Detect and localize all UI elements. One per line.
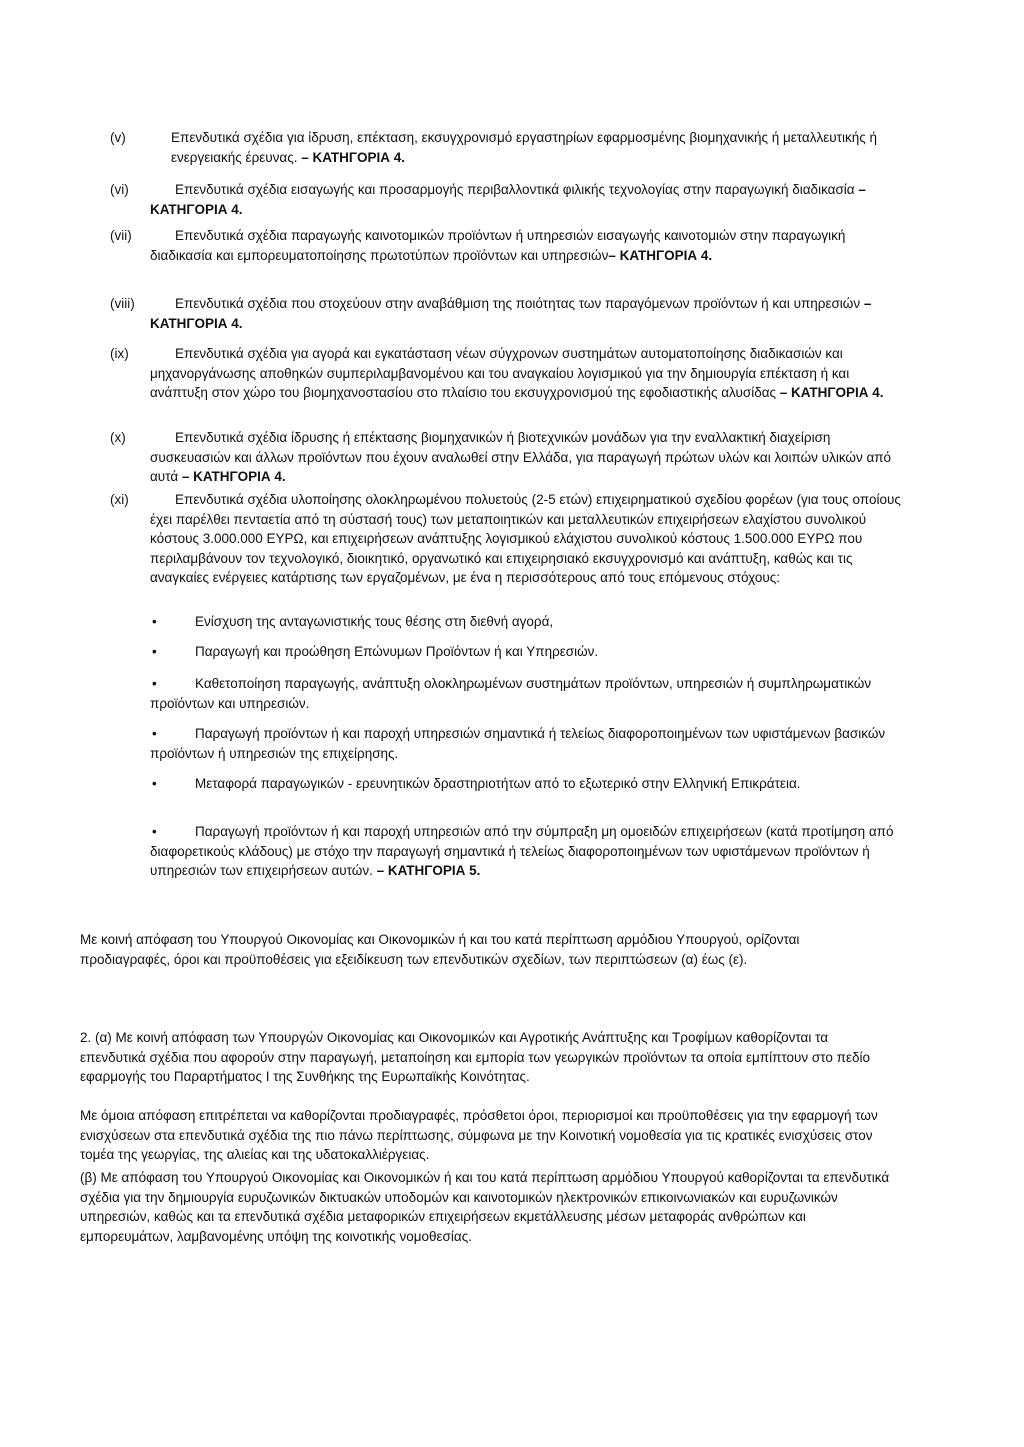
item-number: (ix) <box>110 346 129 361</box>
category-label: – ΚΑΤΗΓΟΡΙΑ 4. <box>301 149 405 165</box>
item-description: Επενδυτικά σχέδια υλοποίησης ολοκληρωμένου πολυετούς (2-5 ετών) επιχειρηματικού σχεδίου φορέων (για τους οποίους έχει παρέλθει πενταετία από τη σύστασή τους) των μεταποιητικών και μεταλλευτικών επιχειρήσεων ελαχίστου συνολικού κόστους 3.000.000 ΕΥΡΩ, και επιχειρήσεων ανάπτυξης λογισμικού ελάχιστου συνολικού κόστους 1.500.000 ΕΥΡΩ που περιλαμβάνουν τον τεχνολογικό, διοικητικό, οργανωτικό και επιχειρησιακό εκσυγχρονισμό και ανάπτυξη, καθώς και τις αναγκαίες ενέργειες κατάρτισης των εργαζομένων, με ένα η περισσότερους από τους επόμενους στόχους: <box>150 492 901 585</box>
bullet-description: Παραγωγή και προώθηση Επώνυμων Προϊόντων ή και Υπηρεσιών. <box>195 644 599 659</box>
paragraph: 2. (α) Με κοινή απόφαση των Υπουργών Οικονομίας και Οικονομικών και Αγροτικής Ανάπτυξης και Τροφίμων καθορίζονται τα επενδυτικά σχέδια που αφορούν στην παραγωγή, μεταποίηση και εμπορία των γεωργικών προϊόντων τα οποία εμπίπτουν στο πεδίο εφαρμογής του Παραρτήματος Ι της Συνθήκης της Ευρωπαϊκής Κοινότητας. <box>80 1030 871 1084</box>
bullet-description: Μεταφορά παραγωγικών - ερευνητικών δραστηριοτήτων από το εξωτερικό στην Ελληνική Επικράτεια. <box>195 776 801 791</box>
category-label: – ΚΑΤΗΓΟΡΙΑ 4. <box>779 385 884 400</box>
category-label: – ΚΑΤΗΓΟΡΙΑ 4. <box>181 469 286 484</box>
item-description: Επενδυτικά σχέδια για ίδρυση, επέκταση, εκσυγχρονισμό εργαστηρίων εφαρμοσμένης βιομηχανικής ή μεταλλευτικής ή ενεργειακής έρευνας. <box>171 130 877 165</box>
item-description: Επενδυτικά σχέδια που στοχεύουν στην αναβάθμιση της ποιότητας των παραγόμενων προϊόντων ή και υπηρεσιών <box>175 296 864 311</box>
bullet-text <box>150 774 910 794</box>
item-text <box>150 428 908 487</box>
item-description: Επενδυτικά σχέδια ίδρυσης ή επέκτασης βιομηχανικών ή βιοτεχνικών μονάδων για την εναλλακτική διαχείριση συσκευασιών και άλλων προϊόντων που έχουν αναλωθεί στην Ελλάδα, για παραγωγή πρώτων υλών και λοιπών υλικών από αυτά <box>150 430 892 484</box>
bullet-icon: • <box>152 644 157 659</box>
bullet-text <box>150 612 910 632</box>
item-description: Επενδυτικά σχέδια εισαγωγής και προσαρμογής περιβαλλοντικά φιλικής τεχνολογίας στην παραγωγική διαδικασία <box>175 182 859 197</box>
item-number: (xi) <box>110 492 129 507</box>
item-text <box>150 344 908 403</box>
bullet-text <box>150 724 910 763</box>
paragraph: Με όμοια απόφαση επιτρέπεται να καθορίζονται προδιαγραφές, πρόσθετοι όροι, περιορισμοί και προϋποθέσεις για την εφαρμογή των ενισχύσεων στα επενδυτικά σχέδια της πιο πάνω περίπτωσης, σύμφωνα με την Κοινοτική νομοθεσία για τις κρατικές ενισχύσεις στον τομέα της γεωργίας, της αλιείας και της υδατοκαλλιέργειας. <box>80 1108 878 1162</box>
item-number: (vi) <box>110 182 129 197</box>
bullet-text <box>150 642 910 662</box>
paragraph: (β) Με απόφαση του Υπουργού Οικονομίας και Οικονομικών ή και του κατά περίπτωση αρμόδιου Υπουργού καθορίζονται τα επενδυτικά σχέδια για την δημιουργία ευρυζωνικών δικτυακών υποδομών και καινοτομικών ηλεκτρονικών επικοινωνιακών και ευρυζωνικών υπηρεσιών, καθώς και τα επενδυτικά σχέδια μεταφορικών επιχειρήσεων εκμετάλλευσης μέσων μεταφοράς ανθρώπων και εμπορευμάτων, λαμβανομένης υπόψη της κοινοτικής νομοθεσίας. <box>80 1170 890 1244</box>
bullet-icon: • <box>152 824 157 839</box>
paragraph: Με κοινή απόφαση του Υπουργού Οικονομίας και Οικονομικών ή και του κατά περίπτωση αρμόδιου Υπουργού, ορίζονται προδιαγραφές, όροι και προϋποθέσεις για εξειδίκευση των επενδυτικών σχεδίων, των περιπτώσεων (α) έως (ε). <box>80 932 800 967</box>
category-label: – ΚΑΤΗΓΟΡΙΑ 5. <box>376 863 481 878</box>
bullet-description: Ενίσχυση της ανταγωνιστικής τους θέσης στη διεθνή αγορά, <box>195 614 554 629</box>
bullet-description: Παραγωγή προϊόντων ή και παροχή υπηρεσιών από την σύμπραξη μη ομοειδών επιχειρήσεων (κατά προτίμηση από διαφορετικούς κλάδους) με στόχο την παραγωγή σημαντικά ή τελείως διαφοροποιημένων των υφιστάμενων προϊόντων ή υπηρεσιών των επιχειρήσεων αυτών. <box>150 824 894 878</box>
item-number: (vii) <box>110 228 132 243</box>
category-label: – ΚΑΤΗΓΟΡΙΑ 4. <box>150 182 866 217</box>
bullet-text <box>150 822 910 881</box>
bullet-description: Παραγωγή προϊόντων ή και παροχή υπηρεσιών σημαντικά ή τελείως διαφοροποιημένων των υφιστάμενων βασικών προϊόντων ή υπηρεσιών της επιχείρησης. <box>150 726 886 761</box>
bullet-icon: • <box>152 726 157 741</box>
category-label: – ΚΑΤΗΓΟΡΙΑ 4. <box>150 296 872 331</box>
item-text <box>150 180 908 219</box>
item-number: (v) <box>110 130 126 145</box>
item-number: (viii) <box>110 296 135 311</box>
bullet-icon: • <box>152 776 157 791</box>
bullet-text <box>150 674 910 713</box>
bullet-icon: • <box>152 614 157 629</box>
item-description: Επενδυτικά σχέδια για αγορά και εγκατάσταση νέων σύγχρονων συστημάτων αυτοματοποίησης διαδικασιών και μηχανοργάνωσης αποθηκών συμπεριλαμβανομένου και του αναγκαίου λογισμικού για την δημιουργία επέκταση ή και ανάπτυξη στον χώρο του βιομηχανοστασίου στο πλαίσιο του εκσυγχρονισμού της εφοδιαστικής αλυσίδας <box>150 346 850 400</box>
item-number: (x) <box>110 430 126 445</box>
item-text <box>150 490 908 588</box>
bullet-description: Καθετοποίηση παραγωγής, ανάπτυξη ολοκληρωμένων συστημάτων προϊόντων, υπηρεσιών ή συμπληρωματικών προϊόντων και υπηρεσιών. <box>150 676 872 711</box>
category-label: – ΚΑΤΗΓΟΡΙΑ 4. <box>608 247 713 263</box>
item-text <box>150 294 908 333</box>
item-description: Επενδυτικά σχέδια παραγωγής καινοτομικών προϊόντων ή υπηρεσιών εισαγωγής καινοτομιών στην παραγωγική διαδικασία και εμπορευματοποίησης πρωτοτύπων προϊόντων και υπηρεσιών <box>150 228 846 263</box>
item-text <box>150 226 908 265</box>
bullet-icon: • <box>152 676 157 691</box>
item-text <box>171 128 908 167</box>
